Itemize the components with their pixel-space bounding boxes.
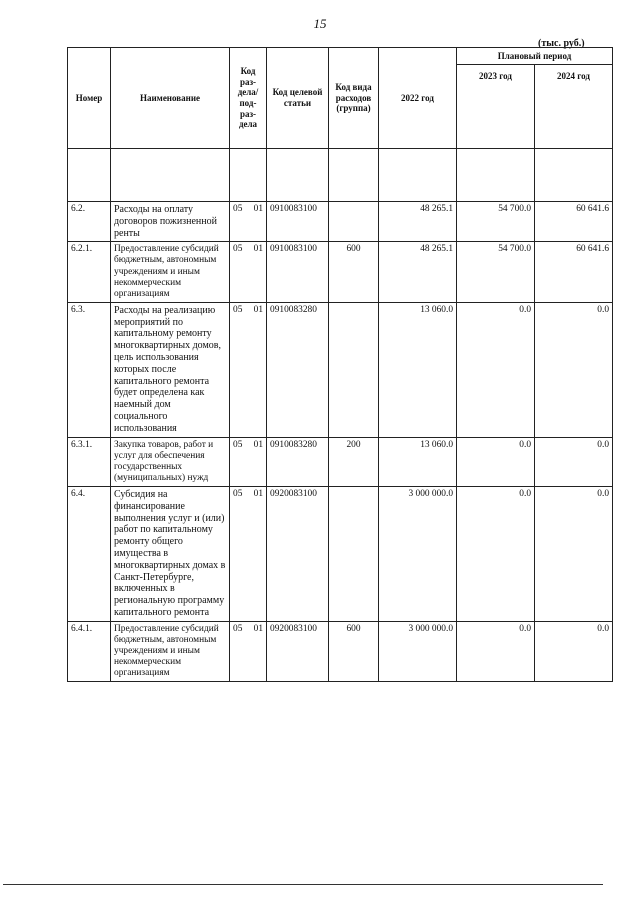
table-row bbox=[68, 621, 613, 681]
row-name: Расходы на оплату договоров пожизненной ренты bbox=[111, 202, 230, 242]
row-value-2022: 48 265.1 bbox=[379, 202, 457, 242]
table-row bbox=[68, 437, 613, 486]
subsection-code: 01 bbox=[253, 489, 263, 499]
header-planovyi-period: Плановый период bbox=[457, 48, 613, 65]
footer-divider bbox=[3, 884, 603, 885]
row-value-2022: 3 000 000.0 bbox=[379, 487, 457, 622]
row-expense-type: 600 bbox=[329, 242, 379, 302]
subsection-code: 01 bbox=[253, 304, 263, 315]
row-target-code: 0910083100 bbox=[267, 202, 329, 242]
row-target-code: 0920083100 bbox=[267, 487, 329, 622]
row-section-code bbox=[230, 202, 267, 242]
row-number: 6.3. bbox=[68, 302, 111, 437]
row-expense-type bbox=[329, 302, 379, 437]
row-value-2024: 60 641.6 bbox=[535, 242, 613, 302]
row-name: Субсидия на финансирование выполнения услуг и (или) работ по капитальному ремонту общего имущества в многоквартирных домах в Санкт-Петербурге, включенных в региональную программу капитального ремонта bbox=[111, 487, 230, 622]
section-code: 05 bbox=[233, 304, 243, 315]
header-kod-vida: Код вида расходов (группа) bbox=[329, 48, 379, 149]
row-name: Предоставление субсидий бюджетным, автономным учреждениям и иным некоммерческим организациям bbox=[111, 621, 230, 681]
spacer-row bbox=[68, 149, 613, 202]
row-value-2022: 48 265.1 bbox=[379, 242, 457, 302]
row-number: 6.2.1. bbox=[68, 242, 111, 302]
row-value-2024: 0.0 bbox=[535, 487, 613, 622]
header-kod-razdela: Код раз-дела/под-раз-дела bbox=[230, 48, 267, 149]
row-value-2024: 0.0 bbox=[535, 621, 613, 681]
row-target-code: 0910083100 bbox=[267, 242, 329, 302]
section-code: 05 bbox=[233, 623, 243, 634]
row-number: 6.4.1. bbox=[68, 621, 111, 681]
row-expense-type bbox=[329, 487, 379, 622]
subsection-code: 01 bbox=[253, 623, 263, 634]
row-target-code: 0920083100 bbox=[267, 621, 329, 681]
row-value-2023: 0.0 bbox=[457, 487, 535, 622]
row-value-2024: 60 641.6 bbox=[535, 202, 613, 242]
row-expense-type bbox=[329, 202, 379, 242]
table-header bbox=[68, 48, 613, 149]
units-label: (тыс. руб.) bbox=[538, 38, 585, 49]
row-section-code bbox=[230, 302, 267, 437]
header-kod-statii: Код целевой статьи bbox=[267, 48, 329, 149]
header-naimenovanie: Наименование bbox=[111, 48, 230, 149]
row-value-2023: 0.0 bbox=[457, 302, 535, 437]
subsection-code: 01 bbox=[253, 244, 263, 255]
header-year-2023: 2023 год bbox=[457, 65, 535, 149]
section-code: 05 bbox=[233, 489, 243, 499]
table-body bbox=[68, 149, 613, 682]
row-expense-type: 200 bbox=[329, 437, 379, 486]
section-code: 05 bbox=[233, 244, 243, 255]
subsection-code: 01 bbox=[253, 204, 263, 214]
row-section-code bbox=[230, 487, 267, 622]
section-code: 05 bbox=[233, 204, 243, 214]
row-name: Закупка товаров, работ и услуг для обеспечения государственных (муниципальных) нужд bbox=[111, 437, 230, 486]
row-section-code bbox=[230, 437, 267, 486]
row-value-2022: 13 060.0 bbox=[379, 437, 457, 486]
table-row bbox=[68, 487, 613, 622]
table-row bbox=[68, 302, 613, 437]
table-row bbox=[68, 242, 613, 302]
row-value-2024: 0.0 bbox=[535, 302, 613, 437]
row-number: 6.2. bbox=[68, 202, 111, 242]
budget-table bbox=[67, 47, 613, 682]
row-value-2023: 54 700.0 bbox=[457, 242, 535, 302]
row-section-code bbox=[230, 242, 267, 302]
table-row bbox=[68, 202, 613, 242]
header-year-2022: 2022 год bbox=[379, 48, 457, 149]
row-number: 6.4. bbox=[68, 487, 111, 622]
row-value-2023: 54 700.0 bbox=[457, 202, 535, 242]
header-nomer: Номер bbox=[68, 48, 111, 149]
row-target-code: 0910083280 bbox=[267, 302, 329, 437]
row-value-2023: 0.0 bbox=[457, 621, 535, 681]
row-value-2022: 3 000 000.0 bbox=[379, 621, 457, 681]
row-expense-type: 600 bbox=[329, 621, 379, 681]
section-code: 05 bbox=[233, 439, 243, 450]
row-number: 6.3.1. bbox=[68, 437, 111, 486]
header-year-2024: 2024 год bbox=[535, 65, 613, 149]
row-section-code bbox=[230, 621, 267, 681]
row-name: Расходы на реализацию мероприятий по капитальному ремонту многоквартирных домов, цель использования которых после капитального ремонта будет определена как наемный дом социального использования bbox=[111, 302, 230, 437]
row-value-2022: 13 060.0 bbox=[379, 302, 457, 437]
row-target-code: 0910083280 bbox=[267, 437, 329, 486]
page-number: 15 bbox=[313, 16, 327, 31]
subsection-code: 01 bbox=[253, 439, 263, 450]
row-value-2023: 0.0 bbox=[457, 437, 535, 486]
row-name: Предоставление субсидий бюджетным, автономным учреждениям и иным некоммерческим организациям bbox=[111, 242, 230, 302]
row-value-2024: 0.0 bbox=[535, 437, 613, 486]
